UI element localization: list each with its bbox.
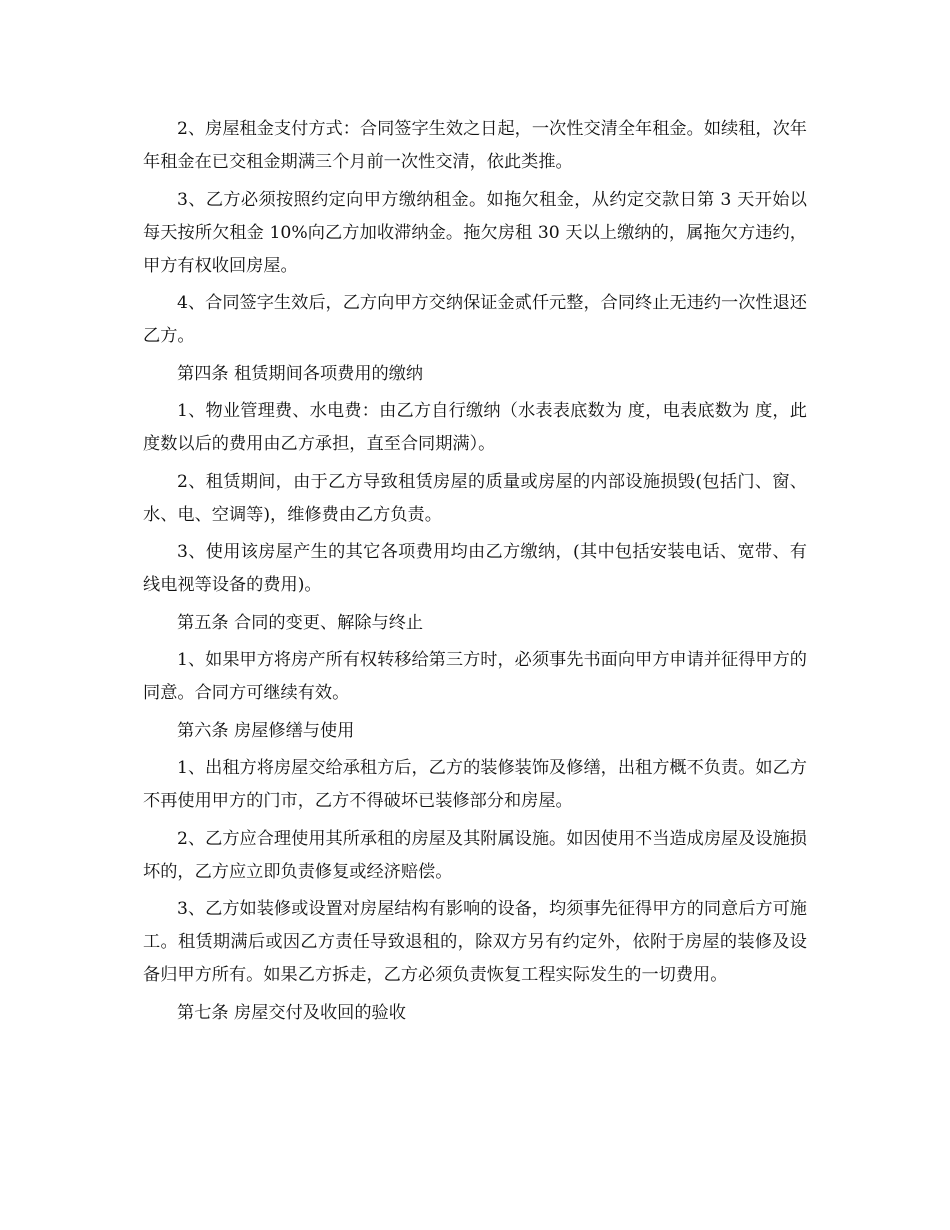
paragraph-proper-use: 2、乙方应合理使用其所承租的房屋及其附属设施。如因使用不当造成房屋及设施损坏的，乙方应立即负责修复或经济赔偿。	[143, 828, 807, 882]
section-heading-article-5: 第五条 合同的变更、解除与终止	[177, 612, 424, 633]
section-heading-article-6: 第六条 房屋修缮与使用	[177, 720, 355, 741]
section-heading-article-4: 第四条 租赁期间各项费用的缴纳	[177, 363, 424, 384]
paragraph-late-fee: 3、乙方必须按照约定向甲方缴纳租金。如拖欠租金，从约定交款日第 3 天开始以每天按所欠租金 10%向乙方加收滞纳金。拖欠房租 30 天以上缴纳的，属拖欠方违约，甲方有权收回房屋。	[143, 189, 807, 276]
paragraph-rent-payment-method: 2、房屋租金支付方式：合同签字生效之日起，一次性交清全年租金。如续租，次年年租金在已交租金期满三个月前一次性交清，依此类推。	[143, 119, 807, 172]
paragraph-utilities: 1、物业管理费、水电费：由乙方自行缴纳（水表表底数为 度，电表底数为 度，此度数以后的费用由乙方承担，直至合同期满）。	[143, 401, 807, 454]
document-body	[143, 113, 807, 1034]
paragraph-damage-repair: 2、租赁期间，由于乙方导致租赁房屋的质量或房屋的内部设施损毁(包括门、窗、水、电、空调等)，维修费由乙方负责。	[143, 471, 807, 525]
paragraph-structural-changes: 3、乙方如装修或设置对房屋结构有影响的设备，均须事先征得甲方的同意后方可施工。租赁期满后或因乙方责任导致退租的，除双方另有约定外，依附于房屋的装修及设备归甲方所有。如果乙方拆走，乙方必须负责恢复工程实际发生的一切费用。	[143, 899, 807, 985]
paragraph-ownership-transfer: 1、如果甲方将房产所有权转移给第三方时，必须事先书面向甲方申请并征得甲方的同意。合同方可继续有效。	[143, 650, 807, 703]
paragraph-deposit: 4、合同签字生效后，乙方向甲方交纳保证金贰仟元整，合同终止无违约一次性退还乙方。	[143, 293, 807, 346]
paragraph-renovation-responsibility: 1、出租方将房屋交给承租方后，乙方的装修装饰及修缮，出租方概不负责。如乙方不再使用甲方的门市，乙方不得破坏已装修部分和房屋。	[143, 758, 807, 811]
section-heading-article-7: 第七条 房屋交付及收回的验收	[177, 1002, 406, 1023]
paragraph-other-fees: 3、使用该房屋产生的其它各项费用均由乙方缴纳，(其中包括安装电话、宽带、有线电视等设备的费用)。	[143, 542, 807, 595]
